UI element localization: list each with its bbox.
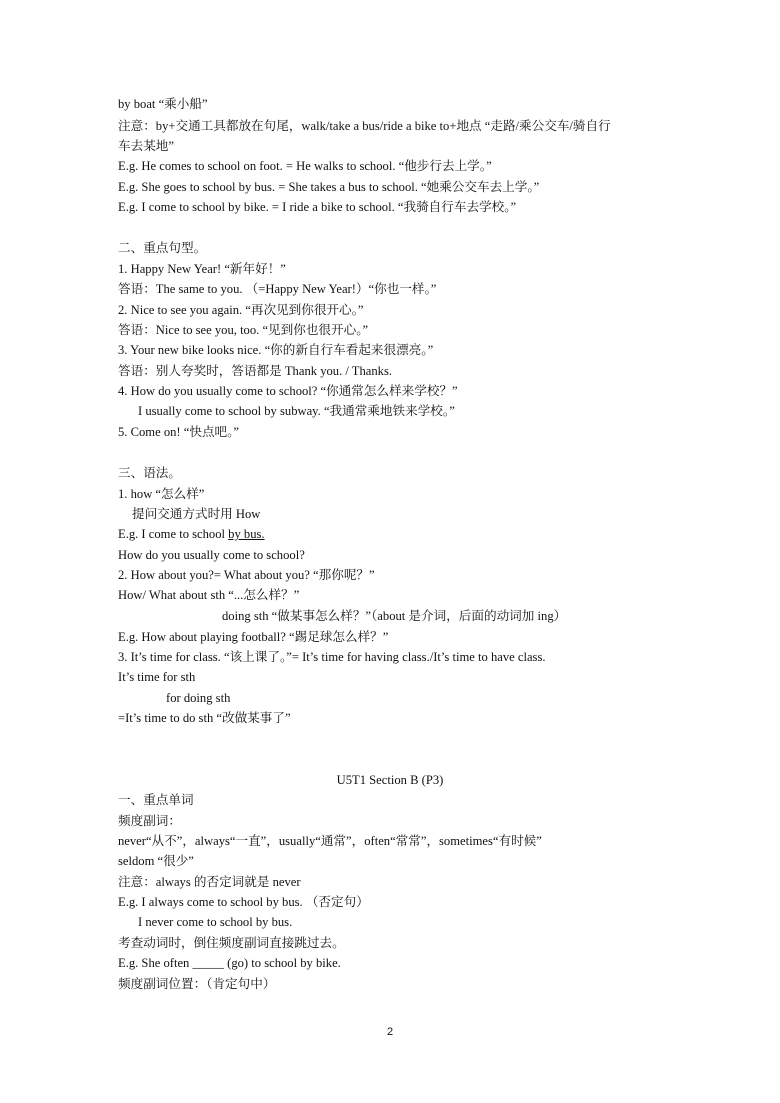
text-line: 频度副词：: [118, 814, 181, 828]
text-line: E.g. I always come to school by bus. （否定句）: [118, 895, 369, 909]
text-line: E.g. She goes to school by bus. = She takes a bus to school. “她乘公交车去上学。”: [118, 180, 540, 194]
text-line: never“从不”，always“一直”，usually“通常”，often“常常”，sometimes“有时候”: [118, 834, 542, 848]
underlined-phrase: by bus.: [228, 527, 265, 541]
text-line: 2. Nice to see you again. “再次见到你很开心。”: [118, 303, 364, 317]
section-heading: 一、重点单词: [118, 793, 194, 807]
text-line: I usually come to school by subway. “我通常乘地铁来学校。”: [138, 404, 455, 418]
text-line: How do you usually come to school?: [118, 548, 305, 562]
text-line: 3. Your new bike looks nice. “你的新自行车看起来很漂亮。”: [118, 343, 434, 357]
text-line: It’s time for sth: [118, 670, 196, 684]
text-line: E.g. She often _____ (go) to school by bike.: [118, 956, 341, 970]
text-line: for doing sth: [166, 691, 231, 705]
text-line: 答语：The same to you. （=Happy New Year!）“你也一样。”: [118, 282, 437, 296]
text-segment: E.g. I come to school: [118, 527, 229, 541]
text-line: I never come to school by bus.: [138, 915, 293, 929]
text-line: =It’s time to do sth “改做某事了”: [118, 711, 291, 725]
text-line: 5. Come on! “快点吧。”: [118, 425, 240, 439]
text-line: 考查动词时，倒住频度副词直接跳过去。: [118, 936, 345, 950]
text-line: E.g. How about playing football? “踢足球怎么样？”: [118, 630, 389, 644]
text-line: E.g. He comes to school on foot. = He walks to school. “他步行去上学。”: [118, 159, 492, 173]
text-line: 答语：别人夸奖时，答语都是 Thank you. / Thanks.: [118, 364, 393, 378]
text-line: 频度副词位置：（肯定句中）: [118, 977, 276, 991]
text-line: 2. How about you?= What about you? “那你呢？”: [118, 568, 375, 582]
text-line: 注意：by+交通工具都放在句尾，walk/take a bus/ride a bike to+地点 “走路/乘公交车/骑自行: [118, 119, 611, 133]
text-line: 1. Happy New Year! “新年好！”: [118, 262, 286, 276]
text-line: 提问交通方式时用 How: [132, 507, 261, 521]
text-line: 车去某地”: [118, 139, 174, 153]
text-line: 3. It’s time for class. “该上课了。”= It’s time for having class./It’s time to have class.: [118, 650, 546, 664]
section-title: U5T1 Section B (P3): [336, 773, 444, 787]
text-line: [118, 526, 265, 542]
section-heading: 三、语法。: [118, 466, 181, 480]
text-line: by boat “乘小船”: [118, 97, 208, 111]
text-line: 1. how “怎么样”: [118, 487, 205, 501]
section-heading: 二、重点句型。: [118, 241, 207, 255]
text-line: 注意：always 的否定词就是 never: [118, 875, 301, 889]
text-line: 答语：Nice to see you, too. “见到你也很开心。”: [118, 323, 369, 337]
text-line: 4. How do you usually come to school? “你通常怎么样来学校？”: [118, 384, 458, 398]
text-line: seldom “很少”: [118, 854, 194, 868]
text-line: How/ What about sth “...怎么样？”: [118, 588, 300, 602]
page-number: 2: [386, 1026, 394, 1038]
text-line: doing sth “做某事怎么样？”（about 是介词，后面的动词加 ing）: [222, 609, 567, 623]
text-line: E.g. I come to school by bike. = I ride a bike to school. “我骑自行车去学校。”: [118, 200, 517, 214]
